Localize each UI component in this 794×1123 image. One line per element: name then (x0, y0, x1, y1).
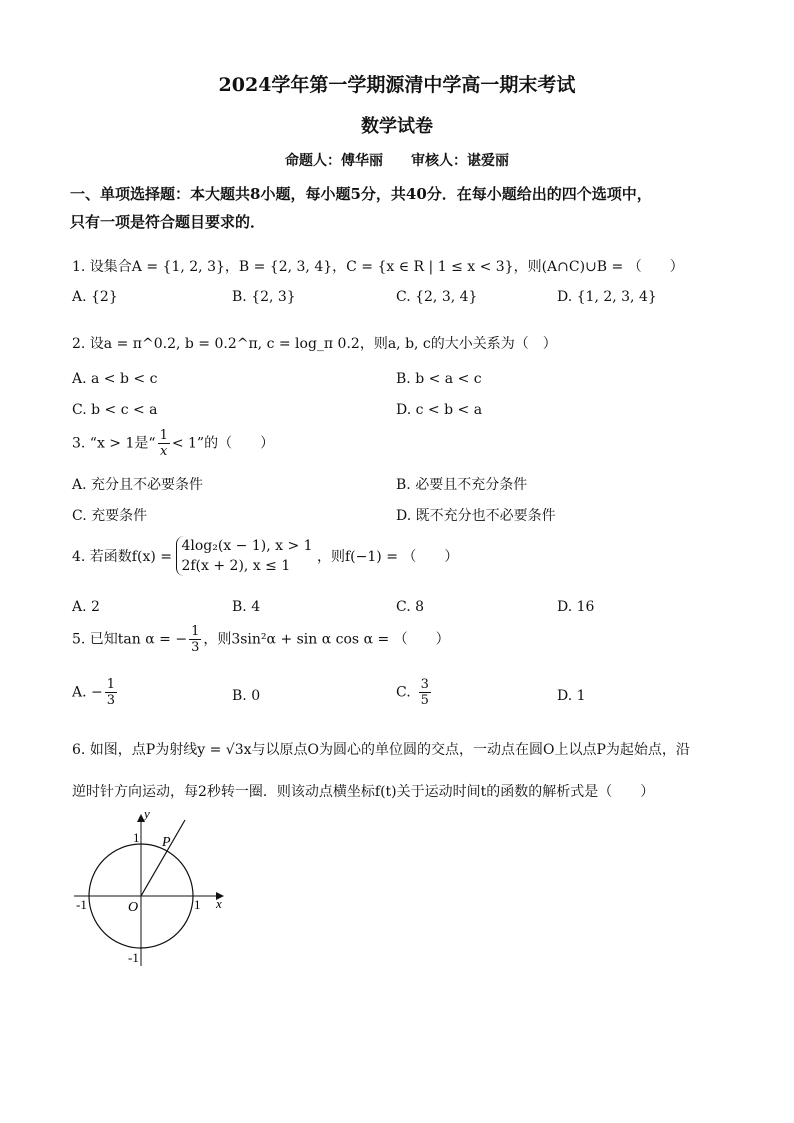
unit-circle-figure (66, 806, 236, 974)
ray-line (141, 820, 185, 896)
question-5-stem (72, 624, 450, 655)
question-3-option-c: C. 充要条件 (72, 508, 148, 524)
question-5-option-a-num: 1 (106, 677, 116, 692)
tick-label-y-1: 1 (133, 830, 140, 845)
question-5-option-c-label: C. (396, 684, 411, 701)
question-3-option-b: B. 必要且不充分条件 (396, 477, 528, 493)
section-heading-line2: 只有一项是符合题目要求的． (70, 213, 266, 231)
question-4-piecewise (176, 536, 312, 576)
question-5-option-a-label: A. − (72, 684, 103, 701)
question-4-stem-pre: 4. 若函数f(x) = (72, 549, 172, 565)
tick-label-x-neg1: -1 (76, 897, 87, 912)
question-1-stem: 1. 设集合A = {1, 2, 3}，B = {2, 3, 4}，C = {x ∈ R | 1 ≤ x < 3}，则(A∩C)∪B = （ ） (72, 259, 684, 275)
question-5-stem-post: ，则3sin²α + sin α cos α = （ ） (203, 631, 450, 648)
question-3-frac-den: x (160, 444, 168, 459)
question-3-frac-num: 1 (159, 428, 168, 443)
question-3-stem (72, 428, 274, 459)
question-5-option-a-den: 3 (106, 693, 116, 708)
question-5-option-c-num: 3 (420, 677, 429, 692)
question-1-option-d: D. {1, 2, 3, 4} (557, 289, 657, 305)
question-4-stem (72, 536, 458, 576)
question-5-stem-pre: 5. 已知tan α = − (72, 631, 188, 648)
question-2-option-a: A. a < b < c (72, 371, 158, 387)
question-1-option-b: B. {2, 3} (232, 289, 296, 305)
question-4-case-1: 4log₂(x − 1), x > 1 (181, 538, 313, 554)
x-axis-label: x (216, 896, 222, 911)
y-axis-label: y (144, 806, 150, 821)
question-4-option-b: B. 4 (232, 599, 261, 615)
question-4-stem-post: ，则f(−1) = （ ） (317, 549, 459, 565)
question-5-option-c (396, 677, 433, 708)
question-6-line-1: 6. 如图，点P为射线y = √3x与以原点O为圆心的单位圆的交点，一动点在圆O上以点P为起始点，沿 (72, 742, 690, 758)
question-4-option-a: A. 2 (72, 599, 100, 615)
question-5-option-c-fraction (419, 677, 431, 708)
question-5-frac-num: 1 (191, 624, 200, 639)
question-5-option-b: B. 0 (232, 688, 261, 704)
question-5-option-d: D. 1 (557, 688, 586, 704)
point-p-label: P (162, 835, 171, 850)
exam-subtitle: 数学试卷 (361, 116, 433, 137)
question-5-fraction (189, 624, 201, 655)
question-2-option-b: B. b < a < c (396, 371, 482, 387)
exam-title: 2024学年第一学期源清中学高一期末考试 (218, 74, 576, 96)
question-2-option-c: C. b < c < a (72, 402, 158, 418)
question-5-option-c-den: 5 (420, 693, 429, 708)
question-3-option-a: A. 充分且不必要条件 (72, 477, 204, 493)
question-3-stem-post: < 1”的（ ） (171, 435, 275, 452)
question-3-stem-pre: 3. “x > 1是“ (72, 435, 156, 452)
question-1-option-a: A. {2} (72, 289, 118, 305)
question-2-stem: 2. 设a = π^0.2, b = 0.2^π, c = log_π 0.2，则a, b, c的大小关系为（ ） (72, 336, 557, 352)
question-2-option-d: D. c < b < a (396, 402, 483, 418)
tick-label-x-1: 1 (194, 897, 201, 912)
section-heading-line1: 一、单项选择题：本大题共8小题，每小题5分，共40分．在每小题给出的四个选项中， (70, 185, 652, 203)
question-6-line-2: 逆时针方向运动，每2秒转一圈．则该动点横坐标f(t)关于运动时间t的函数的解析式是（ ） (72, 784, 655, 800)
question-5-option-a (72, 677, 119, 708)
question-4-option-d: D. 16 (557, 599, 595, 615)
question-4-case-2: 2f(x + 2), x ≤ 1 (181, 558, 291, 574)
exam-authors: 命题人：傅华丽 审核人：谌爱丽 (285, 153, 509, 169)
question-5-frac-den: 3 (191, 640, 200, 655)
tick-label-y-neg1: -1 (128, 950, 139, 965)
question-1-option-c: C. {2, 3, 4} (396, 289, 478, 305)
question-3-fraction (158, 428, 170, 459)
origin-label: O (128, 900, 139, 915)
question-4-option-c: C. 8 (396, 599, 425, 615)
question-5-option-a-fraction (105, 677, 117, 708)
question-3-option-d: D. 既不充分也不必要条件 (396, 508, 556, 524)
